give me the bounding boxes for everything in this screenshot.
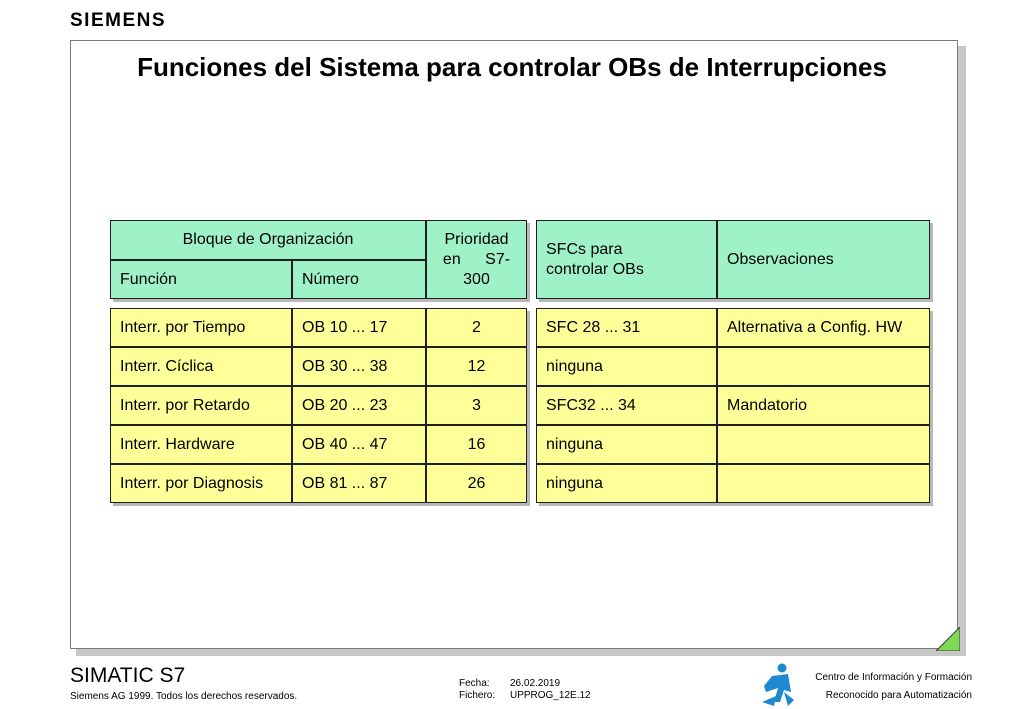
cell-number: OB 10 ... 17 [292,308,426,347]
cell-function: Interr. Cíclica [110,347,292,386]
copyright-text: Siemens AG 1999. Todos los derechos reservados. [70,691,298,702]
header-prioridad [426,220,527,299]
header-sfcs-label: SFCs para controlar OBs [546,240,644,278]
cell-priority: 26 [426,464,527,503]
cell-sfc: ninguna [536,464,717,503]
file-label: Fichero: [459,690,496,701]
date-label: Fecha: [459,678,490,689]
header-numero: Número [292,260,426,299]
cell-sfc: ninguna [536,347,717,386]
cell-priority: 16 [426,425,527,464]
header-bloque-organizacion: Bloque de Organización [110,220,426,260]
header-sfcs [536,220,717,299]
cell-observacion [717,347,930,386]
cell-function: Interr. Hardware [110,425,292,464]
header-funcion: Función [110,260,292,299]
cell-sfc: SFC32 ... 34 [536,386,717,425]
center-line-1: Centro de Información y Formación [815,672,972,683]
cell-sfc: ninguna [536,425,717,464]
cell-sfc: SFC 28 ... 31 [536,308,717,347]
date-value: 26.02.2019 [510,678,561,689]
product-name: SIMATIC S7 [70,664,186,687]
cell-observacion: Alternativa a Config. HW [717,308,930,347]
cell-priority: 2 [426,308,527,347]
header-prioridad-label: Prioridad en S7-300 [442,230,511,288]
page-corner-icon [936,627,960,651]
center-line-2: Reconocido para Automatización [825,690,972,701]
slide-title: Funciones del Sistema para controlar OBs de Interrupciones [137,52,887,82]
file-value: UPPROG_12E.12 [510,690,591,701]
cell-priority: 12 [426,347,527,386]
cell-function: Interr. por Diagnosis [110,464,292,503]
cell-function: Interr. por Retardo [110,386,292,425]
cell-number: OB 30 ... 38 [292,347,426,386]
cell-function: Interr. por Tiempo [110,308,292,347]
cell-observacion: Mandatorio [717,386,930,425]
cell-number: OB 81 ... 87 [292,464,426,503]
running-figure-icon [758,662,798,708]
cell-observacion [717,425,930,464]
siemens-logo: SIEMENS [70,10,167,31]
cell-priority: 3 [426,386,527,425]
cell-observacion [717,464,930,503]
cell-number: OB 20 ... 23 [292,386,426,425]
cell-number: OB 40 ... 47 [292,425,426,464]
header-observaciones: Observaciones [717,220,930,299]
